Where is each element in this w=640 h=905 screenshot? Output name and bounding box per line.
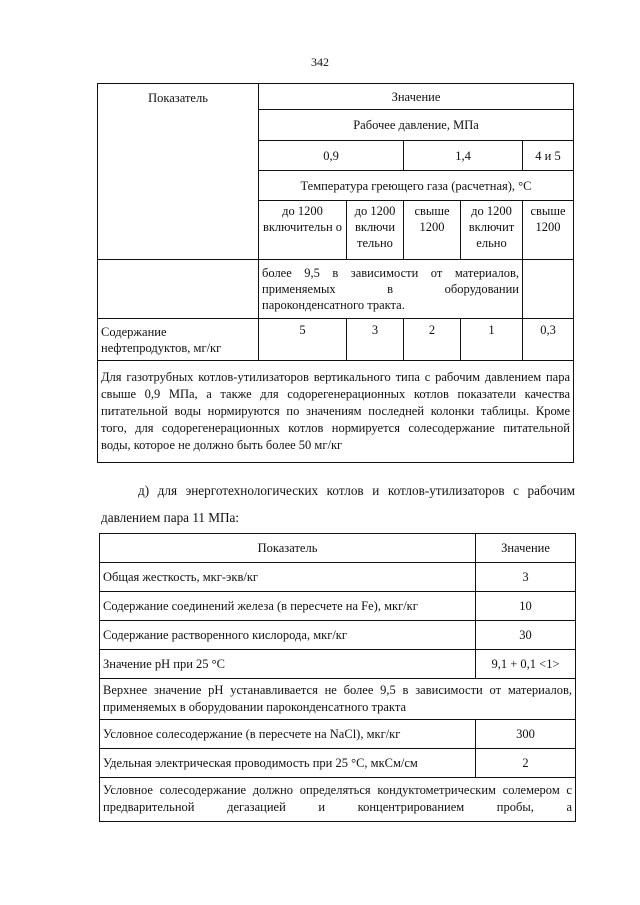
t2-row-label: Условное солесодержание (в пересчете на NaCl), мкг/кг <box>100 720 476 749</box>
ph-note <box>259 260 523 319</box>
table1-footnote: Для газотрубных котлов-утилизаторов вертикального типа с рабочим давлением пара свыше 0,9 МПа, а также для содорегенерационных котлов показатели качества питательной воды нормируются по значениям последней колонки таблицы. Кроме того, для содорегенерационных котлов нормируется солесодержание питательной воды, которое не должно быть более 50 мг/кг <box>98 361 574 463</box>
header-gas-temperature: Температура греющего газа (расчетная), °C <box>259 171 574 201</box>
oil-value: 1 <box>461 319 523 361</box>
ph-label-empty <box>98 260 259 319</box>
water-quality-table-2 <box>99 533 576 822</box>
t2-row-label: Удельная электрическая проводимость при 25 °С, мкСм/см <box>100 749 476 778</box>
t2-header-value: Значение <box>476 534 576 563</box>
t2-final-note: Условное солесодержание должно определяться кондуктометрическим солемером с предварительной дегазацией и концентрированием пробы, а <box>100 778 576 822</box>
ph-empty <box>523 260 574 319</box>
ph-note-line: более 9,5 в зависимости от материалов, <box>262 266 519 280</box>
t2-row-value: 30 <box>476 621 576 650</box>
oil-label: Содержание нефтепродуктов, мг/кг <box>98 319 259 361</box>
t2-row-value: 9,1 + 0,1 <1> <box>476 650 576 679</box>
t2-row-value: 3 <box>476 563 576 592</box>
t2-row-label: Общая жесткость, мкг-экв/кг <box>100 563 476 592</box>
temp-col: до 1200 включи тельно <box>347 201 404 260</box>
ph-note-line: пароконденсатного тракта. <box>262 298 405 312</box>
temp-col: свыше 1200 <box>523 201 574 260</box>
temp-col: до 1200 включит ельно <box>461 201 523 260</box>
oil-value: 5 <box>259 319 347 361</box>
pressure-cell: 4 и 5 <box>523 141 574 171</box>
t2-row-label: Содержание соединений железа (в пересчете на Fe), мкг/кг <box>100 592 476 621</box>
header-indicator: Показатель <box>98 84 259 260</box>
t2-row-value: 10 <box>476 592 576 621</box>
t2-ph-note: Верхнее значение pH устанавливается не более 9,5 в зависимости от материалов, применяемых в оборудовании пароконденсатного тракта <box>100 679 576 720</box>
t2-header-indicator: Показатель <box>100 534 476 563</box>
pressure-cell: 0,9 <box>259 141 404 171</box>
header-working-pressure: Рабочее давление, МПа <box>259 110 574 141</box>
ph-note-line: применяемых в оборудовании <box>262 282 519 296</box>
t2-row-value: 2 <box>476 749 576 778</box>
pressure-cell: 1,4 <box>404 141 523 171</box>
oil-value: 2 <box>404 319 461 361</box>
paragraph-line-1: д) для энерготехнологических котлов и котлов-утилизаторов с рабочим <box>138 483 575 498</box>
header-value: Значение <box>259 84 574 110</box>
water-quality-table-1 <box>97 83 574 463</box>
oil-value: 3 <box>347 319 404 361</box>
t2-row-value: 300 <box>476 720 576 749</box>
t2-row-label: Содержание растворенного кислорода, мкг/кг <box>100 621 476 650</box>
oil-value: 0,3 <box>523 319 574 361</box>
temp-col: до 1200 включительн о <box>259 201 347 260</box>
page-number: 342 <box>311 55 329 69</box>
paragraph-line-2: давлением пара 11 МПа: <box>101 510 240 525</box>
temp-col: свыше 1200 <box>404 201 461 260</box>
t2-row-label: Значение pH при 25 °С <box>100 650 476 679</box>
